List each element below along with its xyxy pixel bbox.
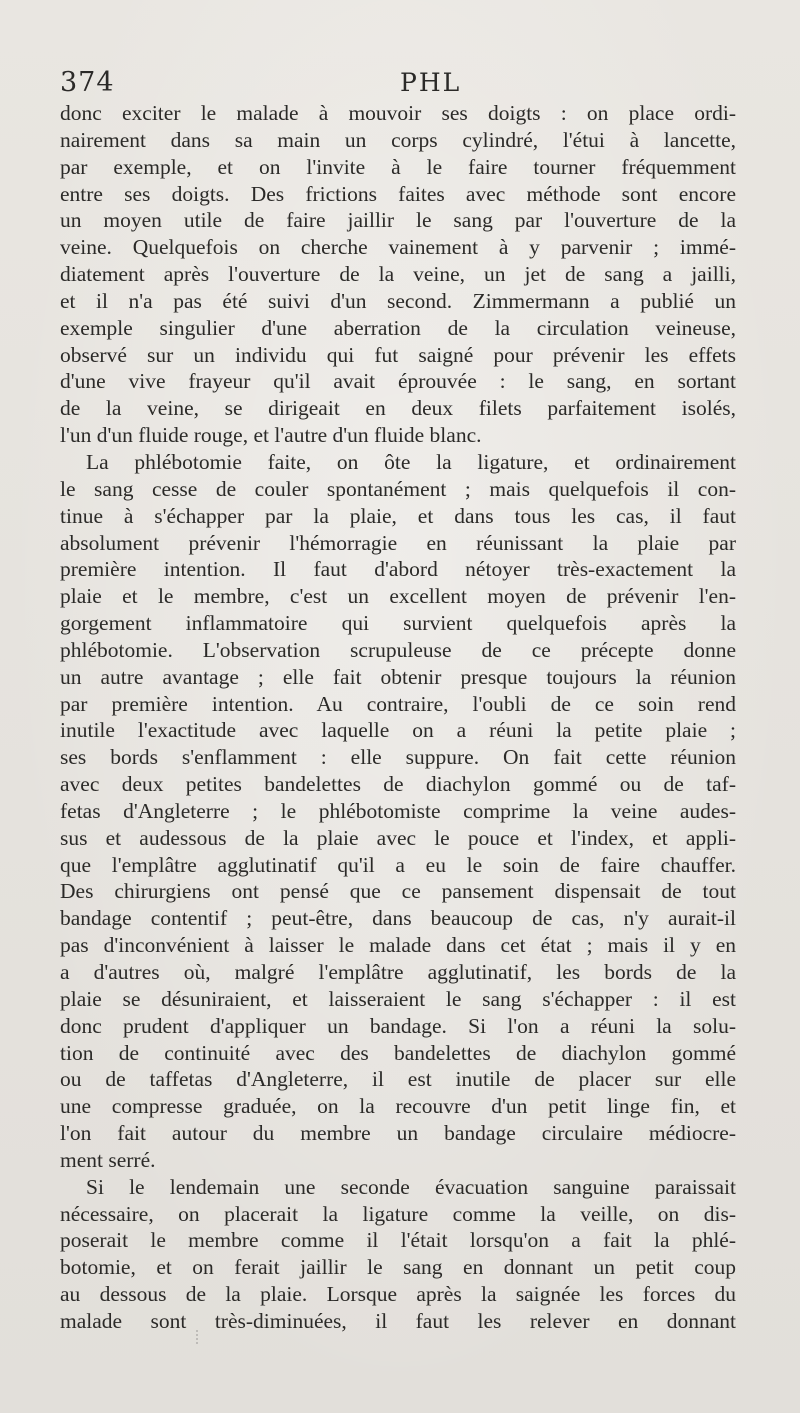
text-line: un autre avantage ; elle fait obtenir presque toujours la réunion (60, 664, 736, 689)
text-line: exemple singulier d'une aberration de la circulation veineuse, (60, 315, 736, 340)
text-line: entre ses doigts. Des frictions faites avec méthode sont encore (60, 181, 736, 206)
text-line: La phlébotomie faite, on ôte la ligature, et ordinairement (86, 449, 736, 474)
text-line: donc prudent d'appliquer un bandage. Si l'on a réuni la solu- (60, 1013, 736, 1038)
text-line: par exemple, et on l'invite à le faire tourner fréquemment (60, 154, 736, 179)
text-line: veine. Quelquefois on cherche vainement à y parvenir ; immé- (60, 235, 736, 260)
text-line: gorgement inflammatoire qui survient quelquefois après la (60, 611, 736, 636)
text-line: malade sont très-diminuées, il faut les relever en donnant (60, 1308, 736, 1333)
text-line: observé sur un individu qui fut saigné pour prévenir les effets (60, 342, 736, 367)
text-line: Des chirurgiens ont pensé que ce pansement dispensait de tout (60, 879, 736, 904)
text-line: inutile l'exactitude avec laquelle on a réuni la petite plaie ; (60, 718, 736, 743)
text-line: l'un d'un fluide rouge, et l'autre d'un fluide blanc. (60, 423, 482, 448)
text-line: d'une vive frayeur qu'il avait éprouvée : le sang, en sortant (60, 369, 736, 394)
text-line: donc exciter le malade à mouvoir ses doigts : on place ordi- (60, 101, 736, 125)
text-line: au dessous de la plaie. Lorsque après la saignée les forces du (60, 1282, 736, 1307)
text-line: de la veine, se dirigeait en deux filets parfaitement isolés, (60, 396, 736, 421)
text-line: absolument prévenir l'hémorragie en réunissant la plaie par (60, 530, 736, 555)
text-line: diatement après l'ouverture de la veine, un jet de sang a jailli, (60, 262, 736, 287)
ink-smudge (196, 1330, 206, 1344)
body-text (60, 100, 736, 1335)
text-line: a d'autres où, malgré l'emplâtre agglutinatif, les bords de la (60, 960, 736, 984)
text-line: pas d'inconvénient à laisser le malade dans cet état ; mais il y en (60, 933, 736, 958)
paragraph (60, 1174, 736, 1335)
text-line: plaie et le membre, c'est un excellent moyen de prévenir l'en- (60, 584, 736, 609)
text-line: plaie se désuniraient, et laisseraient le sang s'échapper : il est (60, 986, 736, 1011)
text-line: l'on fait autour du membre un bandage circulaire médiocre- (60, 1121, 736, 1146)
text-line: phlébotomie. L'observation scrupuleuse de ce précepte donne (60, 637, 736, 662)
text-line: que l'emplâtre agglutinatif qu'il a eu le soin de faire chauffer. (60, 852, 736, 877)
text-line: un moyen utile de faire jaillir le sang par l'ouverture de la (60, 208, 736, 233)
text-line: poserait le membre comme il l'était lorsqu'on a fait la phlé- (60, 1228, 736, 1253)
text-line: une compresse graduée, on la recouvre d'un petit linge fin, et (60, 1094, 736, 1119)
text-line: Si le lendemain une seconde évacuation sanguine paraissait (86, 1174, 736, 1199)
text-line: première intention. Il faut d'abord nétoyer très-exactement la (60, 557, 736, 582)
text-line: ou de taffetas d'Angleterre, il est inutile de placer sur elle (60, 1067, 736, 1092)
text-line: nairement dans sa main un corps cylindré, l'étui à lancette, (60, 127, 736, 152)
paragraph (60, 100, 736, 449)
text-line: fetas d'Angleterre ; le phlébotomiste comprime la veine audes- (60, 798, 736, 823)
page-header (60, 66, 740, 100)
text-line: tinue à s'échapper par la plaie, et dans tous les cas, il faut (60, 503, 736, 528)
text-line: avec deux petites bandelettes de diachylon gommé ou de taf- (60, 772, 736, 797)
paragraph (60, 449, 736, 1174)
text-line: le sang cesse de couler spontanément ; mais quelquefois il con- (60, 476, 736, 501)
text-line: sus et audessous de la plaie avec le pouce et l'index, et appli- (60, 825, 736, 850)
text-line: bandage contentif ; peut-être, dans beaucoup de cas, n'y aurait-il (60, 906, 736, 931)
text-line: ses bords s'enflamment : elle suppure. On fait cette réunion (60, 745, 736, 770)
running-head: PHL (400, 68, 462, 97)
text-line: ment serré. (60, 1147, 156, 1172)
text-line: par première intention. Au contraire, l'oubli de ce soin rend (60, 691, 736, 716)
text-line: nécessaire, on placerait la ligature comme la veille, on dis- (60, 1201, 736, 1226)
page-number: 374 (60, 67, 115, 98)
text-line: et il n'a pas été suivi d'un second. Zimmermann a publié un (60, 288, 736, 313)
text-line: botomie, et on ferait jaillir le sang en donnant un petit coup (60, 1255, 736, 1280)
text-line: tion de continuité avec des bandelettes de diachylon gommé (60, 1040, 736, 1065)
